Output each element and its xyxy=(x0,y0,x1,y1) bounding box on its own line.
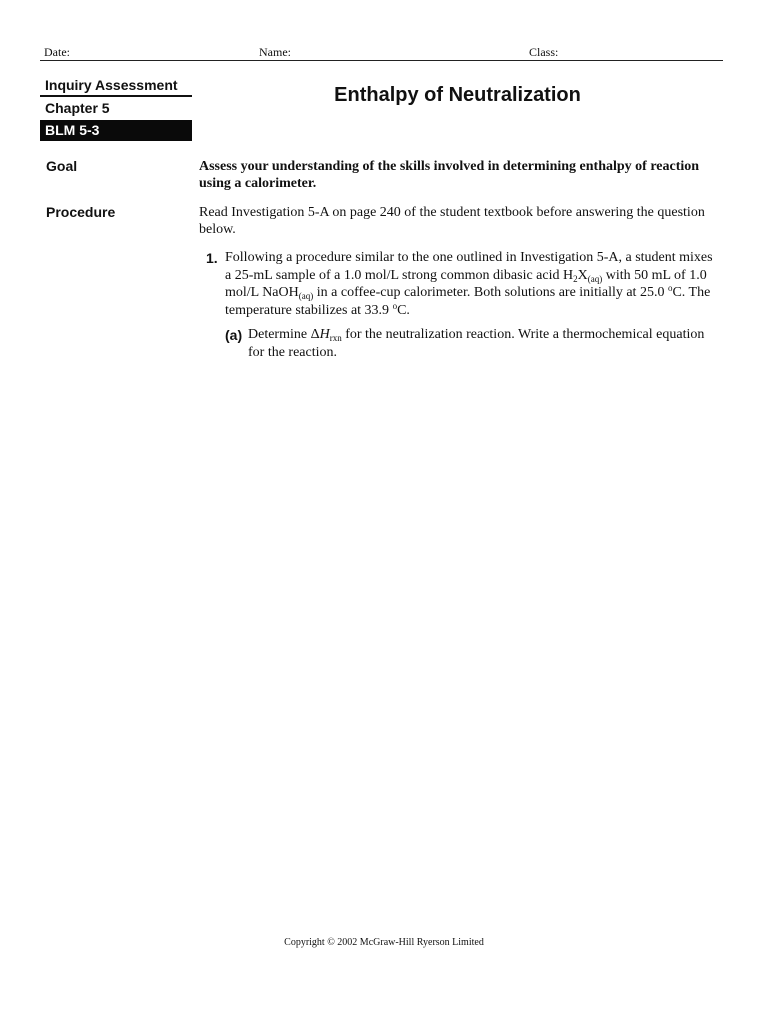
subquestion-label: (a) xyxy=(225,327,243,343)
subquestion-text: Determine $\Delta H_{rxn}$ for the neutralization reaction. Write a thermochemical equation for the reaction. xyxy=(248,327,705,360)
date-label: Date: xyxy=(44,45,70,59)
chapter-tag: Chapter 5 xyxy=(45,100,110,116)
goal-label: Goal xyxy=(46,158,78,174)
question-text: Following a procedure similar to the one outlined in Investigation 5-A, a student mixes a 25-mL sample of a 1.0 mol/L strong common dibasic acid $H_2X_{(aq)}$ with 50 mL of 1.0 mol/L NaOH$_{(aq)}$ in a coffee-cup calorimeter. Both solutions are initially at 25.0 $^o$C. The temperature stabilizes at 33.9 $^o$C. xyxy=(225,250,713,318)
procedure-intro: Read Investigation 5-A on page 240 of the student textbook before answering the question below. xyxy=(199,205,705,237)
page-title: Enthalpy of Neutralization xyxy=(334,84,581,106)
header-line xyxy=(40,44,723,61)
question-number: 1. xyxy=(206,250,218,266)
assessment-tag: Inquiry Assessment xyxy=(40,76,192,97)
procedure-label: Procedure xyxy=(46,204,116,220)
name-label: Name: xyxy=(259,45,291,59)
blm-tag: BLM 5-3 xyxy=(40,120,192,141)
class-label: Class: xyxy=(529,45,559,59)
copyright-footer: Copyright © 2002 McGraw-Hill Ryerson Limited xyxy=(284,937,484,948)
goal-text: Assess your understanding of the skills involved in determining enthalpy of reaction using a calorimeter. xyxy=(199,159,700,191)
